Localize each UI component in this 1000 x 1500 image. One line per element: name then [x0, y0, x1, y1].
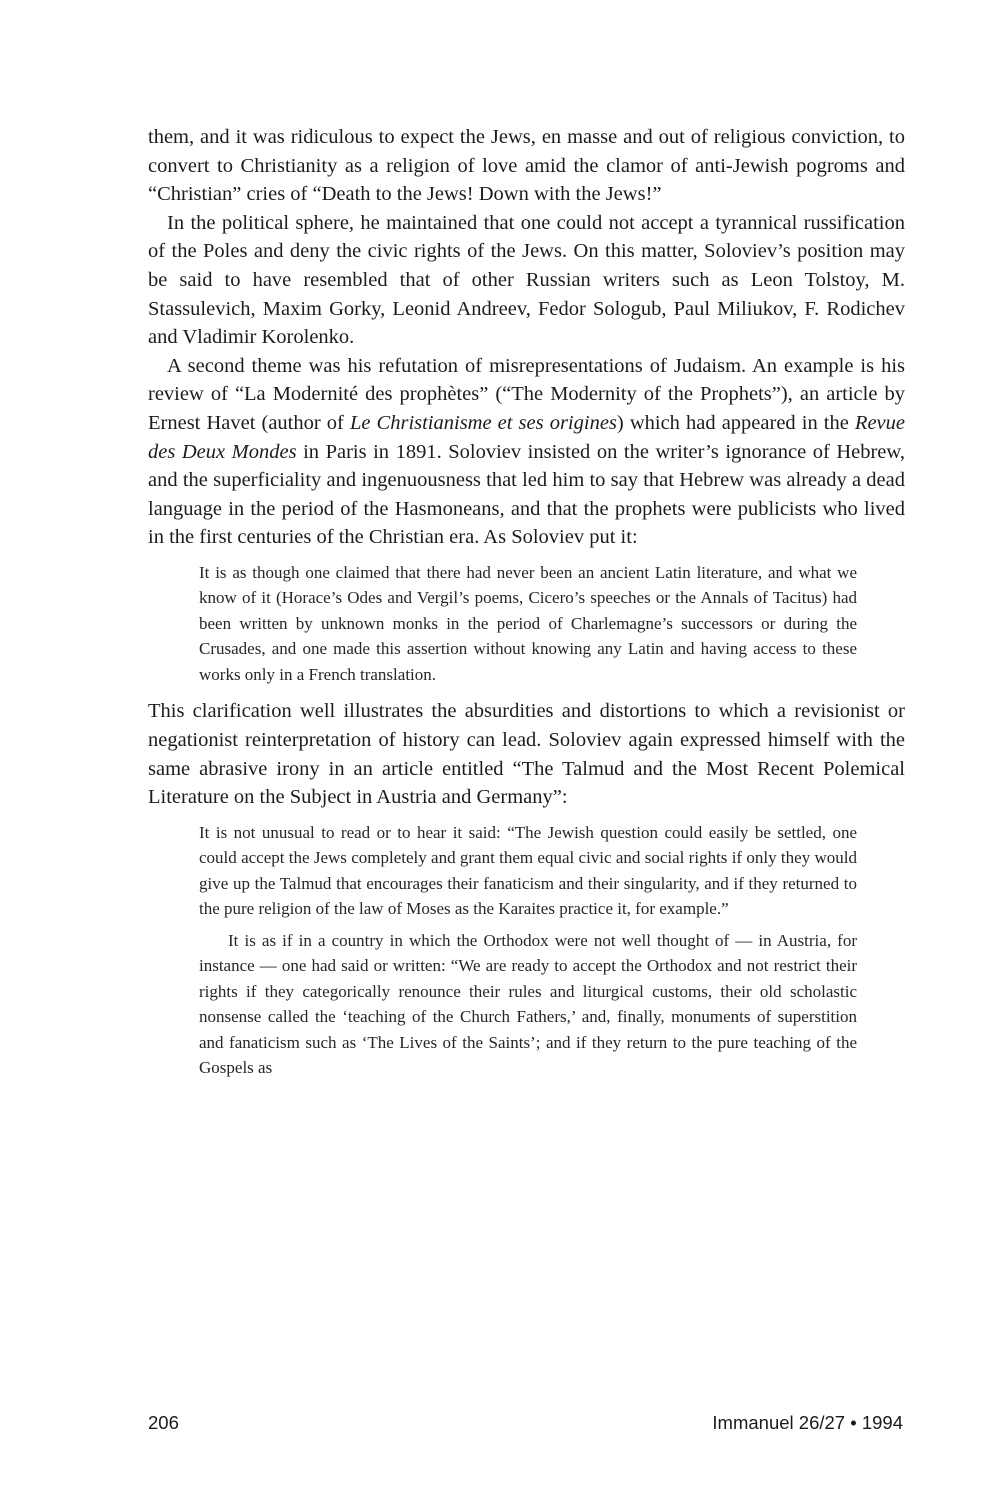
paragraph-text: A second theme was his refutation of misrepresentations of Judaism. An example is his review of “La Modernité des prophètes” (“The Modernity of the Prophets”), an article by Ernest Havet (author of [148, 354, 905, 434]
quote-text: It is as though one claimed that there had never been an ancient Latin literature, and what we know of it (Horace’s Odes and Vergil’s poems, Cicero’s speeches or the Annals of Tacitus) had been written by unknown monks in the period of Charlemagne’s successors or during the Crusades, and one made this assertion without knowing any Latin and having access to these works only in a French translation. [199, 562, 857, 684]
quote-text: It is as if in a country in which the Orthodox were not well thought of — in Austria, for instance — one had said or written: “We are ready to accept the Orthodox and not restrict their rights if they categorically renounce their rules and liturgical customs, their old scholastic nonsense called the ‘teaching of the Church Fathers,’ and, finally, monuments of superstition and fanaticism such as ‘The Lives of the Saints’; and if they return to the pure teaching of the Gospels as [199, 930, 857, 1078]
page-footer [148, 1412, 905, 1438]
paragraph-political-sphere: In the political sphere, he maintained that one could not accept a tyrannical russification of the Poles and deny the civic rights of the Jews. On this matter, Soloviev’s position may be said to have resembled that of other Russian writers such as Leon Tolstoy, M. Stassulevich, Maxim Gorky, Leonid Andreev, Fedor Sologub, Paul Miliukov, F. Rodichev and Vladimir Korolenko. [148, 211, 905, 349]
paragraph-text: ) which had appeared in the [616, 411, 855, 434]
paragraph-clarification: This clarification well illustrates the absurdities and distortions to which a revisionist or negationist reinterpretation of history can lead. Soloviev again expressed himself with the same abrasive irony in an article entitled “The Talmud and the Most Recent Polemical Literature on the Subject in Austria and Germany”: [148, 700, 905, 809]
page-body [148, 123, 905, 1453]
quote-text: It is not unusual to read or to hear it said: “The Jewish question could easily be settled, one could accept the Jews completely and grant them equal civic and social rights if only they would give up the Talmud that encourages their fanaticism and their singularity, and if they returned to the pure religion of the law of Moses as the Karaites practice it, for example.” [199, 822, 857, 919]
paragraph-second-theme [148, 352, 905, 552]
paragraph-text: in Paris in 1891. Soloviev insisted on the writer’s ignorance of Hebrew, and the superficiality and ingenuousness that led him to say that Hebrew was already a dead language in the period of the Hasmoneans, and that the prophets were publicists who lived in the first centuries of the Christian era. As Soloviev put it: [148, 440, 905, 549]
page-number: 206 [148, 1412, 179, 1433]
italic-journal-title: Revue des Deux Mondes [148, 411, 905, 463]
journal-citation: Immanuel 26/27 • 1994 [712, 1412, 903, 1433]
italic-book-title: Le Christianisme et ses origines [349, 411, 617, 434]
paragraph-continuation: them, and it was ridiculous to expect the Jews, en masse and out of religious conviction, to convert to Christianity as a religion of love amid the clamor of anti-Jewish pogroms and “Christian” cries of “Death to the Jews! Down with the Jews!” [148, 126, 905, 206]
block-quote-latin [199, 560, 857, 688]
block-quote-talmud [199, 820, 857, 1081]
